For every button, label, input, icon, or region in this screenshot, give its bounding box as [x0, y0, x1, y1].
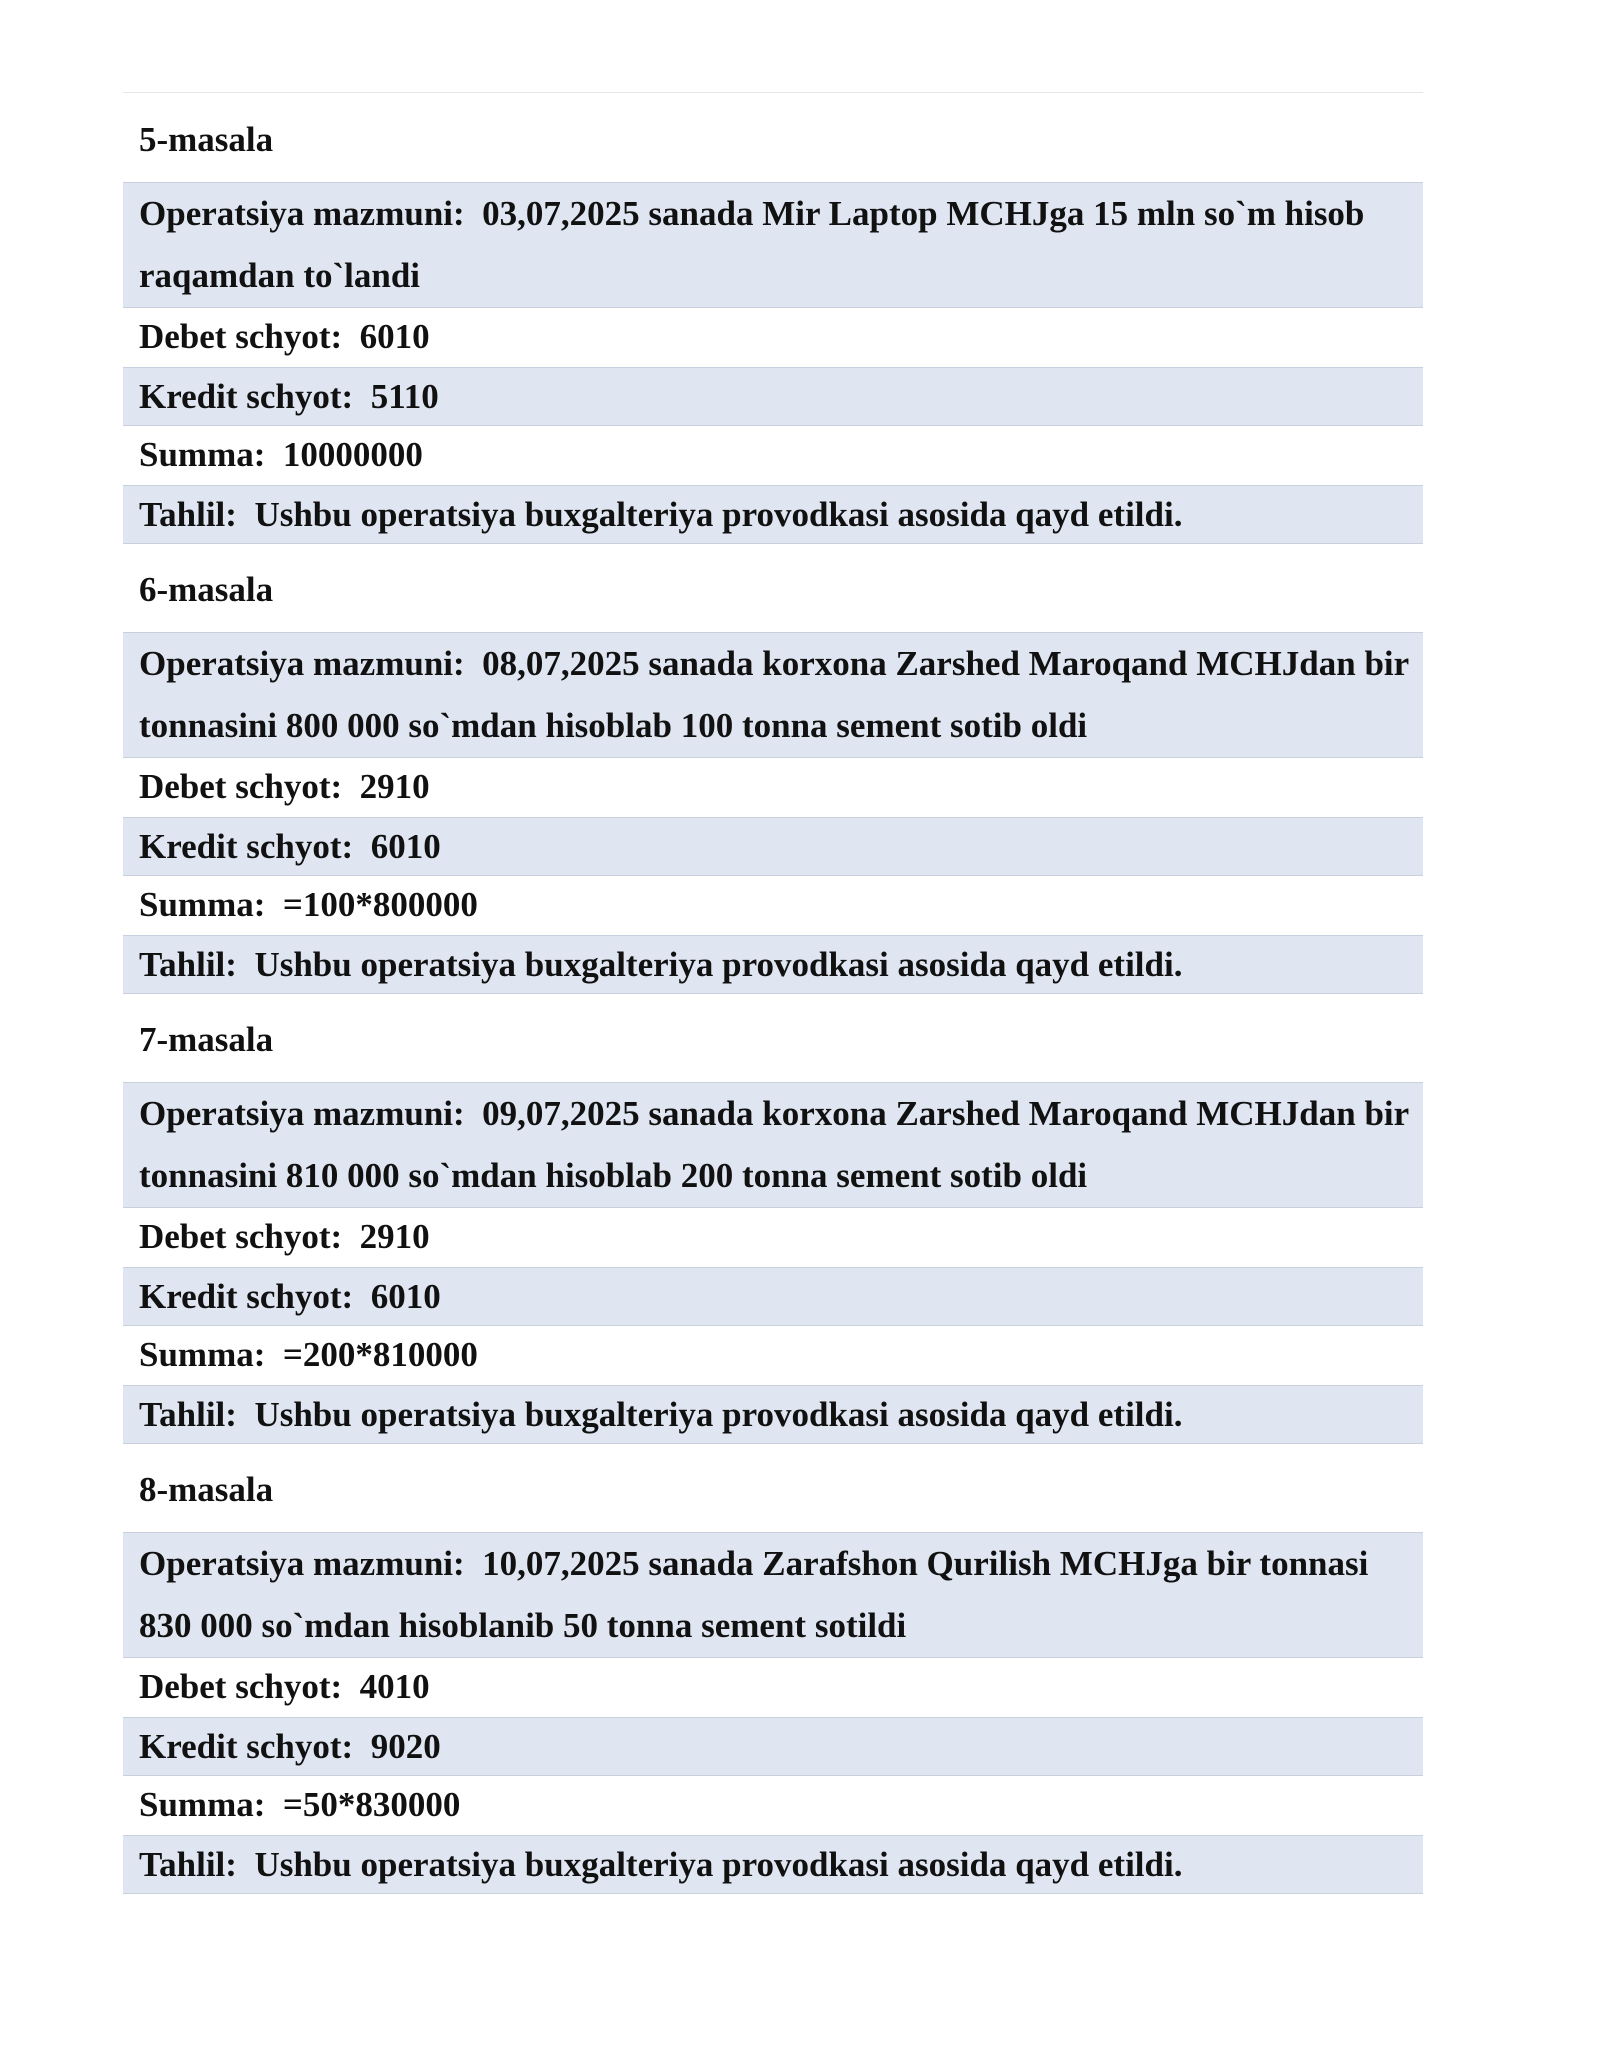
- debit-value: 4010: [359, 1667, 430, 1706]
- operation-row: [123, 182, 1423, 308]
- sum-label: Summa:: [139, 435, 275, 474]
- credit-value: 5110: [370, 377, 439, 416]
- sum-row: [123, 1326, 1423, 1385]
- analysis-row: [123, 1835, 1423, 1894]
- sum-label: Summa:: [139, 1335, 275, 1374]
- sum-row: [123, 876, 1423, 935]
- task-title: 6-masala: [139, 570, 274, 609]
- analysis-row: [123, 935, 1423, 994]
- operation-text: 10,07,2025 sanada Zarafshon Qurilish MCHJga bir tonnasi 830 000 so`mdan hisoblanib 50 tonna sement sotildi: [139, 1544, 1378, 1645]
- analysis-row: [123, 485, 1423, 544]
- sum-row: [123, 1776, 1423, 1835]
- analysis-label: Tahlil:: [139, 1845, 246, 1884]
- debit-row: [123, 308, 1423, 367]
- debit-value: 2910: [359, 1217, 430, 1256]
- credit-label: Kredit schyot:: [139, 827, 362, 866]
- debit-row: [123, 1208, 1423, 1267]
- debit-row: [123, 758, 1423, 817]
- task-block: [123, 570, 1423, 994]
- debit-label: Debet schyot:: [139, 317, 351, 356]
- credit-row: [123, 817, 1423, 876]
- analysis-label: Tahlil:: [139, 495, 246, 534]
- sum-value: =200*810000: [282, 1335, 478, 1374]
- credit-row: [123, 367, 1423, 426]
- operation-label: Operatsiya mazmuni:: [139, 1544, 474, 1583]
- task-block: [123, 1470, 1423, 1894]
- operation-text: 03,07,2025 sanada Mir Laptop MCHJga 15 mln so`m hisob raqamdan to`landi: [139, 194, 1374, 295]
- task-block: [123, 1020, 1423, 1444]
- top-divider: [123, 92, 1423, 93]
- operation-text: 09,07,2025 sanada korxona Zarshed Maroqand MCHJdan bir tonnasini 810 000 so`mdan hisoblab 200 tonna sement sotib oldi: [139, 1094, 1418, 1195]
- sum-value: =50*830000: [282, 1785, 461, 1824]
- analysis-text: Ushbu operatsiya buxgalteriya provodkasi asosida qayd etildi.: [254, 495, 1183, 534]
- debit-label: Debet schyot:: [139, 767, 351, 806]
- analysis-row: [123, 1385, 1423, 1444]
- task-title: 7-masala: [139, 1020, 274, 1059]
- analysis-text: Ushbu operatsiya buxgalteriya provodkasi asosida qayd etildi.: [254, 945, 1183, 984]
- sum-value: 10000000: [282, 435, 423, 474]
- operation-label: Operatsiya mazmuni:: [139, 194, 474, 233]
- credit-value: 9020: [370, 1727, 441, 1766]
- debit-label: Debet schyot:: [139, 1667, 351, 1706]
- analysis-label: Tahlil:: [139, 1395, 246, 1434]
- debit-value: 2910: [359, 767, 430, 806]
- operation-row: [123, 632, 1423, 758]
- debit-row: [123, 1658, 1423, 1717]
- sum-label: Summa:: [139, 1785, 275, 1824]
- sum-value: =100*800000: [282, 885, 478, 924]
- credit-row: [123, 1267, 1423, 1326]
- credit-label: Kredit schyot:: [139, 1277, 362, 1316]
- operation-row: [123, 1532, 1423, 1658]
- task-title: 8-masala: [139, 1470, 274, 1509]
- task-title: 5-masala: [139, 120, 274, 159]
- operation-label: Operatsiya mazmuni:: [139, 1094, 474, 1133]
- analysis-text: Ushbu operatsiya buxgalteriya provodkasi asosida qayd etildi.: [254, 1395, 1183, 1434]
- analysis-label: Tahlil:: [139, 945, 246, 984]
- sum-label: Summa:: [139, 885, 275, 924]
- task-block: [123, 120, 1423, 544]
- operation-row: [123, 1082, 1423, 1208]
- credit-value: 6010: [370, 1277, 441, 1316]
- debit-label: Debet schyot:: [139, 1217, 351, 1256]
- sum-row: [123, 426, 1423, 485]
- analysis-text: Ushbu operatsiya buxgalteriya provodkasi asosida qayd etildi.: [254, 1845, 1183, 1884]
- debit-value: 6010: [359, 317, 430, 356]
- credit-label: Kredit schyot:: [139, 1727, 362, 1766]
- credit-row: [123, 1717, 1423, 1776]
- operation-text: 08,07,2025 sanada korxona Zarshed Maroqand MCHJdan bir tonnasini 800 000 so`mdan hisoblab 100 tonna sement sotib oldi: [139, 644, 1418, 745]
- operation-label: Operatsiya mazmuni:: [139, 644, 474, 683]
- credit-label: Kredit schyot:: [139, 377, 362, 416]
- credit-value: 6010: [370, 827, 441, 866]
